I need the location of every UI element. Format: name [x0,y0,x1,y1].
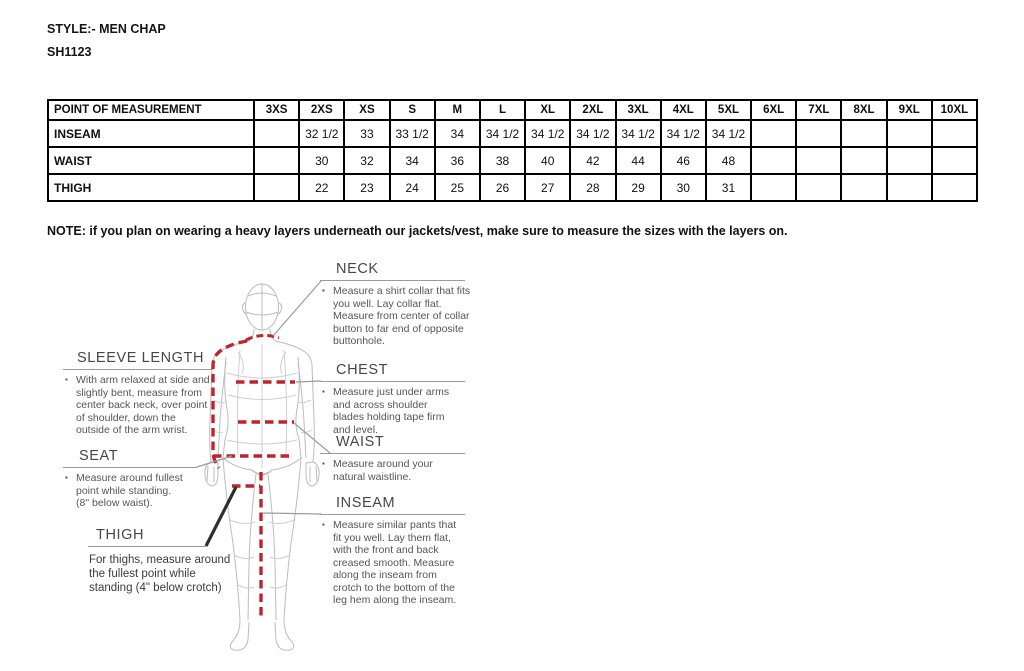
thigh-callout-line [206,487,236,546]
size-value-cell [796,120,841,147]
column-header-size: XS [344,100,389,120]
column-header-size: 4XL [661,100,706,120]
size-value-cell [887,174,932,201]
size-value-cell: 46 [661,147,706,174]
header-row [48,100,977,120]
table-row [48,174,977,201]
size-value-cell [751,147,796,174]
size-value-cell: 48 [706,147,751,174]
size-value-cell: 44 [616,147,661,174]
document-header [47,18,166,64]
callout-title: CHEST [320,362,465,382]
callout-neck [320,261,471,348]
size-value-cell: 30 [661,174,706,201]
size-value-cell: 23 [344,174,389,201]
size-value-cell [841,120,886,147]
size-value-cell: 29 [616,174,661,201]
column-header-size: 10XL [932,100,977,120]
size-value-cell: 34 1/2 [706,120,751,147]
size-value-cell: 32 1/2 [299,120,344,147]
callout-seat [63,448,197,510]
callout-chest [320,362,465,436]
style-line: STYLE:- MEN CHAP [47,22,166,36]
size-value-cell: 32 [344,147,389,174]
size-value-cell [254,174,299,201]
callout-title: NECK [320,261,465,281]
size-value-cell: 28 [570,174,615,201]
column-header-size: 9XL [887,100,932,120]
size-value-cell: 34 [435,120,480,147]
size-value-cell [254,120,299,147]
size-chart-table [47,99,978,202]
column-header-size: 3XS [254,100,299,120]
column-header-size: 5XL [706,100,751,120]
size-value-cell [751,174,796,201]
column-header-size: 2XL [570,100,615,120]
size-value-cell: 34 [390,147,435,174]
size-value-cell: 34 1/2 [570,120,615,147]
column-header-size: XL [525,100,570,120]
row-label: WAIST [48,147,254,174]
neck-callout-line [273,281,321,336]
callout-text: ▪ With arm relaxed at side and slightly bent, measure from center back neck, over point of shoulder, down the outside of the arm wrist. [63,374,211,437]
size-value-cell: 34 1/2 [661,120,706,147]
callout-text: For thighs, measure around the fullest point while standing (4" below crotch) [89,554,231,594]
row-label: INSEAM [48,120,254,147]
callout-text: ▪ Measure similar pants that fit you well. Lay them flat, with the front and back creased smooth. Measure along the inseam from crotch to the bottom of the leg hem along the inseam. [320,519,466,607]
size-value-cell [841,174,886,201]
size-value-cell: 38 [480,147,525,174]
size-value-cell: 22 [299,174,344,201]
callout-title: SEAT [63,448,197,468]
size-value-cell: 40 [525,147,570,174]
column-header-size: 7XL [796,100,841,120]
size-value-cell: 34 1/2 [616,120,661,147]
size-value-cell [887,120,932,147]
size-value-cell [751,120,796,147]
callout-title: WAIST [320,434,465,454]
column-header-size: M [435,100,480,120]
mannequin-wireframe-lines [212,344,312,588]
callout-text: ▪ Measure a shirt collar that fits you well. Lay collar flat. Measure from center of collar button to far end of opposite buttonhole. [320,285,473,348]
size-value-cell: 34 1/2 [525,120,570,147]
size-value-cell: 27 [525,174,570,201]
callout-title: SLEEVE LENGTH [63,350,213,370]
neck-measure-line [246,335,279,340]
column-header-point-of-measurement: POINT OF MEASUREMENT [48,100,254,120]
size-value-cell: 24 [390,174,435,201]
column-header-size: 2XS [299,100,344,120]
callout-waist [320,434,465,483]
table-row [48,120,977,147]
column-header-size: 6XL [751,100,796,120]
size-value-cell [796,147,841,174]
callout-title: THIGH [88,527,206,547]
size-value-cell: 33 1/2 [390,120,435,147]
size-value-cell [841,147,886,174]
size-value-cell [932,174,977,201]
size-value-cell [932,120,977,147]
column-header-size: L [480,100,525,120]
callout-thigh [88,527,231,595]
size-value-cell [254,147,299,174]
row-label: THIGH [48,174,254,201]
size-value-cell [796,174,841,201]
note-text: NOTE: if you plan on wearing a heavy layers underneath our jackets/vest, make sure to measure the sizes with the layers on. [47,224,788,238]
size-value-cell: 36 [435,147,480,174]
size-value-cell [932,147,977,174]
callout-text: ▪ Measure around fullest point while standing. (8" below waist). [63,472,186,510]
style-number: SH1123 [47,45,92,59]
size-value-cell: 34 1/2 [480,120,525,147]
column-header-size: S [390,100,435,120]
size-value-cell: 30 [299,147,344,174]
callout-text: ▪ Measure around your natural waistline. [320,458,438,483]
size-value-cell: 25 [435,174,480,201]
callout-inseam [320,495,465,607]
callout-sleeve-length [63,350,213,437]
size-value-cell [887,147,932,174]
column-header-size: 3XL [616,100,661,120]
table-row [48,147,977,174]
callout-title: INSEAM [320,495,465,515]
size-value-cell: 33 [344,120,389,147]
callout-text: ▪ Measure just under arms and across shoulder blades holding tape firm and level. [320,386,459,436]
size-value-cell: 26 [480,174,525,201]
column-header-size: 8XL [841,100,886,120]
size-value-cell: 42 [570,147,615,174]
size-value-cell: 31 [706,174,751,201]
